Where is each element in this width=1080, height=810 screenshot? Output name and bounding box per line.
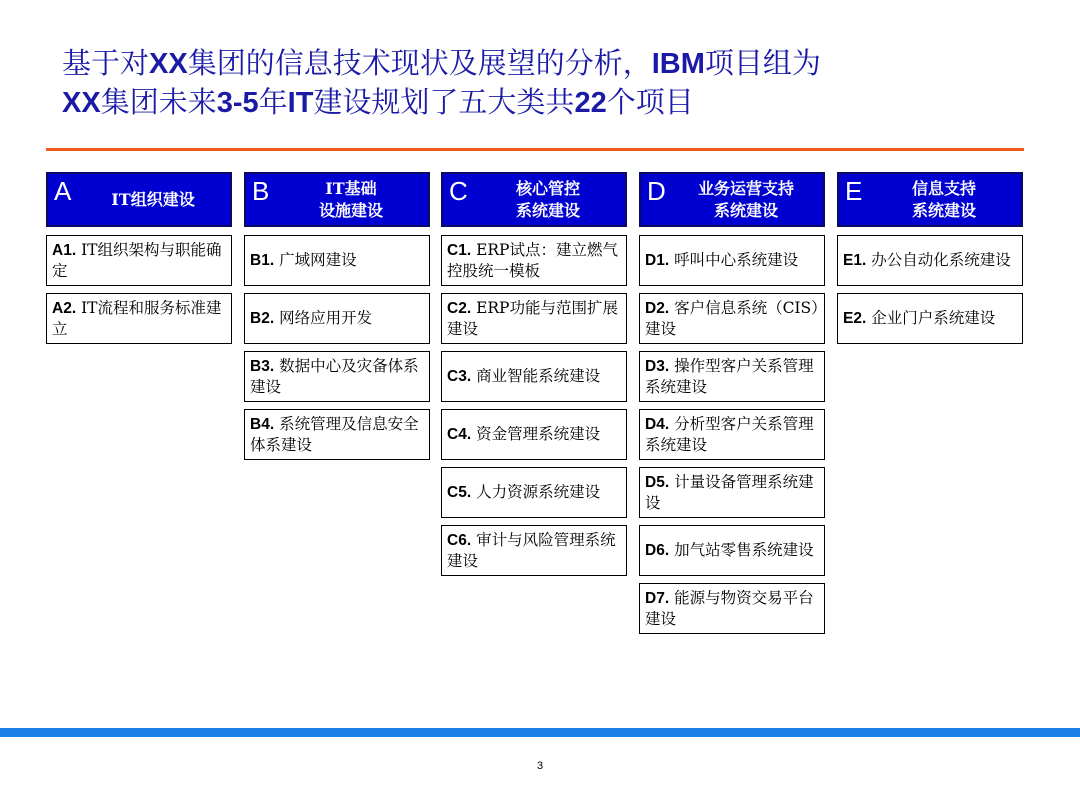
project-code: C2. (447, 299, 472, 317)
project-code: D7. (645, 589, 670, 607)
category-column-b (244, 172, 430, 460)
project-name: 审计与风险管理系统建设 (447, 530, 616, 570)
category-letter: B (252, 176, 270, 206)
project-label (447, 482, 621, 503)
project-code: B4. (250, 415, 275, 433)
project-name: 客户信息系统（CIS）建设 (645, 298, 819, 338)
project-box-b2 (244, 293, 430, 344)
category-header (244, 172, 430, 227)
project-box-e1 (837, 235, 1023, 286)
project-box-d2 (639, 293, 825, 344)
project-box-d5 (639, 467, 825, 518)
project-code: A2. (52, 299, 77, 317)
title-divider (46, 148, 1024, 151)
category-column-e (837, 172, 1023, 344)
project-label (250, 414, 424, 456)
project-name: 呼叫中心系统建设 (674, 251, 799, 269)
project-name: 人力资源系统建设 (476, 483, 601, 501)
category-header (837, 172, 1023, 227)
page-number: 3 (536, 760, 544, 772)
title-line-1-run: 集团的信息技术现状及展望的分析， (187, 46, 652, 80)
footer-bar (0, 728, 1080, 737)
slide-title (62, 44, 1022, 122)
project-label (645, 588, 819, 630)
project-name: 商业智能系统建设 (476, 367, 601, 385)
project-name: 办公自动化系统建设 (871, 251, 1011, 269)
project-box-d1 (639, 235, 825, 286)
category-header (46, 172, 232, 227)
project-name: 系统管理及信息安全体系建设 (250, 414, 419, 454)
title-line-2-run: 22 (574, 87, 607, 119)
title-line-2-run: 集团未来 (100, 85, 217, 119)
project-label (447, 366, 621, 387)
project-box-d4 (639, 409, 825, 460)
project-box-e2 (837, 293, 1023, 344)
project-box-b1 (244, 235, 430, 286)
project-name: 操作型客户关系管理系统建设 (645, 356, 814, 396)
project-code: A1. (52, 241, 77, 259)
title-line-2-run: 建设规划了五大类共 (313, 85, 575, 119)
project-label (447, 298, 621, 340)
project-label (52, 240, 226, 282)
project-box-c5 (441, 467, 627, 518)
project-label (447, 240, 621, 282)
project-label (447, 424, 621, 445)
category-title: 核心管控 系统建设 (515, 178, 580, 220)
title-line-1-run: 基于对 (62, 46, 150, 80)
project-box-c4 (441, 409, 627, 460)
project-box-c6 (441, 525, 627, 576)
project-code: D1. (645, 252, 670, 269)
project-box-d6 (639, 525, 825, 576)
project-name: IT组织架构与职能确定 (52, 240, 222, 280)
category-title: IT组织建设 (111, 189, 195, 209)
project-code: B1. (250, 252, 275, 269)
project-code: D6. (645, 542, 670, 559)
slide-title-line-1 (62, 44, 1022, 83)
project-code: C6. (447, 531, 472, 549)
category-header (441, 172, 627, 227)
category-title: 业务运营支持 系统建设 (697, 178, 794, 220)
project-code: C1. (447, 241, 472, 259)
project-label (447, 530, 621, 572)
project-label (645, 356, 819, 398)
title-line-2-run: XX (62, 87, 101, 119)
project-label (250, 308, 424, 329)
project-code: D4. (645, 415, 670, 433)
project-name: 计量设备管理系统建设 (645, 472, 814, 512)
project-box-a2 (46, 293, 232, 344)
project-code: D2. (645, 299, 670, 317)
project-name: 数据中心及灾备体系建设 (250, 356, 419, 396)
category-title: IT基础 设施建设 (318, 178, 383, 220)
title-line-2-run: 3-5 (216, 87, 259, 119)
project-code: D5. (645, 473, 670, 491)
project-label (645, 540, 819, 561)
category-header (639, 172, 825, 227)
project-name: 加气站零售系统建设 (674, 541, 814, 559)
category-title: 信息支持 系统建设 (911, 178, 976, 220)
project-name: ERP试点：建立燃气控股统一模板 (447, 240, 618, 280)
project-box-b4 (244, 409, 430, 460)
project-code: C5. (447, 484, 472, 501)
project-box-a1 (46, 235, 232, 286)
category-column-c (441, 172, 627, 576)
project-label (843, 250, 1017, 271)
category-column-d (639, 172, 825, 634)
category-letter: D (647, 176, 666, 206)
project-box-c1 (441, 235, 627, 286)
project-label (52, 298, 226, 340)
category-column-a (46, 172, 232, 344)
project-label (645, 250, 819, 271)
title-line-1-run: IBM (651, 48, 705, 80)
project-label (843, 308, 1017, 329)
project-name: 网络应用开发 (279, 309, 373, 327)
project-box-c2 (441, 293, 627, 344)
project-label (645, 414, 819, 456)
title-line-2-run: IT (287, 87, 314, 119)
project-code: C4. (447, 426, 472, 443)
project-name: ERP功能与范围扩展建设 (447, 298, 618, 338)
project-label (250, 356, 424, 398)
project-box-b3 (244, 351, 430, 402)
project-box-d3 (639, 351, 825, 402)
project-name: 资金管理系统建设 (476, 425, 601, 443)
project-code: E2. (843, 310, 867, 327)
project-name: 分析型客户关系管理系统建设 (645, 414, 814, 454)
title-line-1-run: XX (149, 48, 188, 80)
category-letter: A (54, 176, 72, 206)
title-line-1-run: 项目组为 (704, 46, 821, 80)
project-name: 广域网建设 (279, 251, 357, 269)
project-code: C3. (447, 368, 472, 385)
title-line-2-run: 年 (258, 85, 288, 119)
project-code: D3. (645, 357, 670, 375)
slide-title-line-2 (62, 83, 1022, 122)
title-line-2-run: 个项目 (606, 85, 694, 119)
project-box-c3 (441, 351, 627, 402)
project-name: 企业门户系统建设 (871, 309, 996, 327)
project-name: IT流程和服务标准建立 (52, 298, 222, 338)
project-code: E1. (843, 252, 867, 269)
project-name: 能源与物资交易平台建设 (645, 588, 814, 628)
category-letter: C (449, 176, 468, 206)
project-code: B2. (250, 310, 275, 327)
project-label (645, 472, 819, 514)
project-label (250, 250, 424, 271)
project-label (645, 298, 819, 340)
project-code: B3. (250, 357, 275, 375)
project-box-d7 (639, 583, 825, 634)
category-letter: E (845, 176, 863, 206)
